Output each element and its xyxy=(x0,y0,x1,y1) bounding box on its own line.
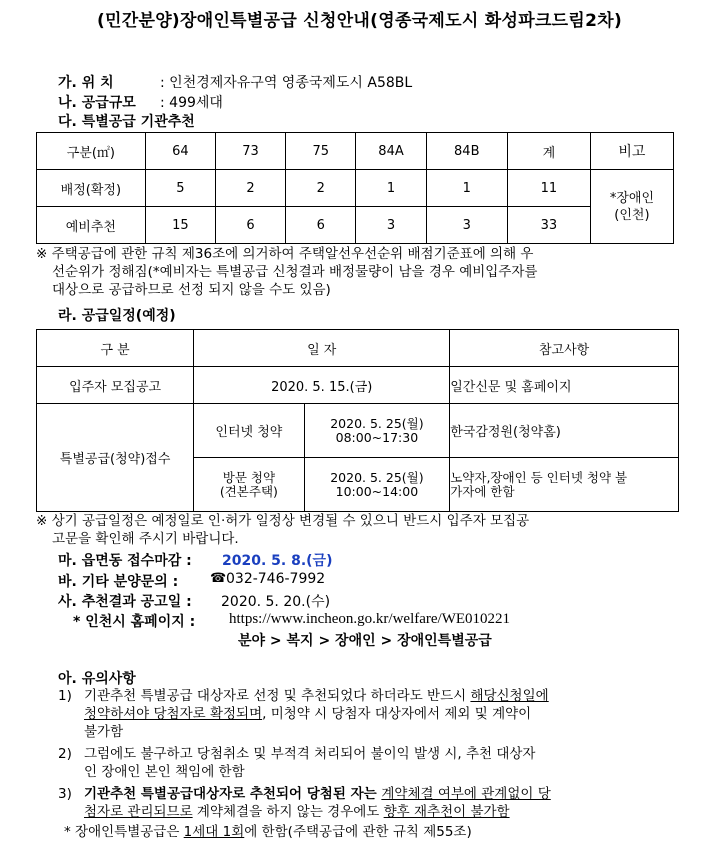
section-location-value: : 인천경제자유구역 영종국제도시 A58BL xyxy=(160,75,413,91)
apply-type-line-2: (견본주택) xyxy=(219,483,278,499)
section-schedule-heading: 라. 공급일정(예정) xyxy=(58,308,176,324)
table-row xyxy=(37,207,674,244)
schedule-note-line-1: ※ 상기 공급일정은 예정일로 인·허가 일정상 변경될 수 있으니 반드시 입주자 모집공 xyxy=(36,513,530,529)
result-date-value: 2020. 5. 20.(수) xyxy=(221,594,331,610)
table-header: 계 xyxy=(507,133,590,170)
caution-emphasis: 계약체결 여부에 관계없이 당 xyxy=(381,786,551,802)
schedule-note-line-1: 노약자,장애인 등 인터넷 청약 불 xyxy=(450,469,628,485)
caution-3-line-1 xyxy=(84,786,551,803)
table-header: 73 xyxy=(215,133,285,170)
schedule-category: 입주자 모집공고 xyxy=(37,367,194,404)
caution-number: 3) xyxy=(58,786,72,802)
caution-2-line-2: 인 장애인 본인 책임에 한함 xyxy=(84,764,245,780)
caution-1-line-3: 불가함 xyxy=(84,724,124,740)
footnote-text: * 장애인특별공급은 xyxy=(64,824,184,840)
page-title: (민간분양)장애인특별공급 신청안내(영종국제도시 화성파크드림2차) xyxy=(96,11,623,31)
caution-text: , 미청약 시 당첨자 대상자에서 제외 및 계약이 xyxy=(262,706,532,722)
rule-note-line-3: 대상으로 공급하므로 선정 되지 않을 수도 있음) xyxy=(52,282,331,298)
schedule-note xyxy=(450,458,679,512)
row-label: 배정(확정) xyxy=(37,170,146,207)
telephone-icon: ☎ xyxy=(210,571,227,586)
table-header: 비고 xyxy=(590,133,673,170)
footnote xyxy=(64,824,472,841)
caution-2-line-1: 그럼에도 불구하고 당첨취소 및 부적격 처리되어 불이익 발생 시, 추천 대상자 xyxy=(84,746,536,762)
table-cell: 3 xyxy=(426,207,507,244)
schedule-note: 한국감정원(청약홈) xyxy=(450,404,679,458)
table-row xyxy=(37,170,674,207)
apply-type-line-1: 방문 청약 xyxy=(222,469,276,485)
table-cell: 33 xyxy=(507,207,590,244)
section-supply-label: 나. 공급규모 xyxy=(58,95,136,111)
caution-emphasis: 청약하셔야 당첨자로 확정되며 xyxy=(84,706,263,722)
table-row xyxy=(37,367,679,404)
homepage-path: 분야 > 복지 > 장애인 > 장애인특별공급 xyxy=(238,633,492,649)
apply-type: 인터넷 청약 xyxy=(194,404,304,458)
caution-emphasis: 해당신청일에 xyxy=(470,688,549,704)
table-cell: 1 xyxy=(426,170,507,207)
table-row xyxy=(37,404,679,458)
row-label: 예비추천 xyxy=(37,207,146,244)
cautions-heading: 아. 유의사항 xyxy=(58,671,136,687)
table-cell: 6 xyxy=(215,207,285,244)
section-supply-value: : 499세대 xyxy=(160,95,223,111)
section-special-supply-heading: 다. 특별공급 기관추천 xyxy=(58,114,195,130)
footnote-text: 에 한함(주택공급에 관한 규칙 제55조) xyxy=(244,824,472,840)
table-cell: 3 xyxy=(356,207,426,244)
rule-note-line-1: ※ 주택공급에 관한 규칙 제36조에 의거하여 주택알선우선순위 배점기준표에 의해 우 xyxy=(36,246,534,262)
table-header: 75 xyxy=(286,133,356,170)
table-header: 일 자 xyxy=(194,330,450,367)
schedule-category: 특별공급(청약)접수 xyxy=(37,404,194,512)
schedule-note-line-2: 가자에 한함 xyxy=(450,483,515,499)
homepage-url[interactable]: https://www.incheon.go.kr/welfare/WE010221 xyxy=(229,611,511,627)
footnote-emphasis: 1세대 1회 xyxy=(183,824,245,840)
table-cell: 6 xyxy=(286,207,356,244)
allocation-table xyxy=(36,132,674,244)
caution-3-line-2 xyxy=(84,804,510,821)
result-date-label: 사. 추천결과 공고일 : xyxy=(58,594,192,610)
table-cell: 1 xyxy=(356,170,426,207)
section-location-label: 가. 위 치 xyxy=(58,75,114,91)
schedule-note: 일간신문 및 홈페이지 xyxy=(450,367,679,404)
deadline-label: 마. 읍면동 접수마감 : xyxy=(58,553,192,569)
table-header: 구 분 xyxy=(37,330,194,367)
schedule-table xyxy=(36,329,679,512)
schedule-note-line-2: 고문을 확인해 주시기 바랍니다. xyxy=(52,531,239,547)
table-cell: 15 xyxy=(145,207,215,244)
homepage-label: * 인천시 홈페이지 : xyxy=(73,614,196,630)
inquiry-label: 바. 기타 분양문의 : xyxy=(58,574,179,590)
caution-1-line-2 xyxy=(84,706,531,723)
table-header: 구분(㎡) xyxy=(37,133,146,170)
caution-1-line-1 xyxy=(84,688,549,705)
caution-emphasis: 향후 재추천이 불가함 xyxy=(383,804,510,820)
caution-number: 2) xyxy=(58,746,72,762)
table-header: 참고사항 xyxy=(450,330,679,367)
caution-number: 1) xyxy=(58,688,72,704)
table-header: 64 xyxy=(145,133,215,170)
table-cell: 11 xyxy=(507,170,590,207)
caution-bold-text: 기관추천 특별공급대상자로 추천되어 당첨된 자는 xyxy=(84,786,382,802)
deadline-value: 2020. 5. 8.(금) xyxy=(222,553,333,569)
schedule-date: 2020. 5. 15.(금) xyxy=(194,367,450,404)
table-header: 84A xyxy=(356,133,426,170)
table-header: 84B xyxy=(426,133,507,170)
apply-date-day: 2020. 5. 25(월) xyxy=(330,469,424,485)
caution-text: 계약체결을 하지 않는 경우에도 xyxy=(192,804,384,820)
apply-type xyxy=(194,458,304,512)
apply-date xyxy=(304,458,450,512)
apply-date xyxy=(304,404,450,458)
table-cell: 2 xyxy=(286,170,356,207)
inquiry-phone: 032-746-7992 xyxy=(226,571,326,587)
caution-text: 기관추천 특별공급 대상자로 선정 및 추천되었다 하더라도 반드시 xyxy=(84,688,471,704)
apply-date-time: 10:00~14:00 xyxy=(335,483,419,499)
remark-cell: *장애인 (인천) xyxy=(590,170,673,244)
apply-date-time: 08:00~17:30 xyxy=(335,429,419,445)
caution-emphasis: 첨자로 관리되므로 xyxy=(84,804,193,820)
table-cell: 5 xyxy=(145,170,215,207)
rule-note-line-2: 선순위가 정해짐(*예비자는 특별공급 신청결과 배정물량이 남을 경우 예비입주자를 xyxy=(52,264,538,280)
table-cell: 2 xyxy=(215,170,285,207)
apply-date-day: 2020. 5. 25(월) xyxy=(330,415,424,431)
